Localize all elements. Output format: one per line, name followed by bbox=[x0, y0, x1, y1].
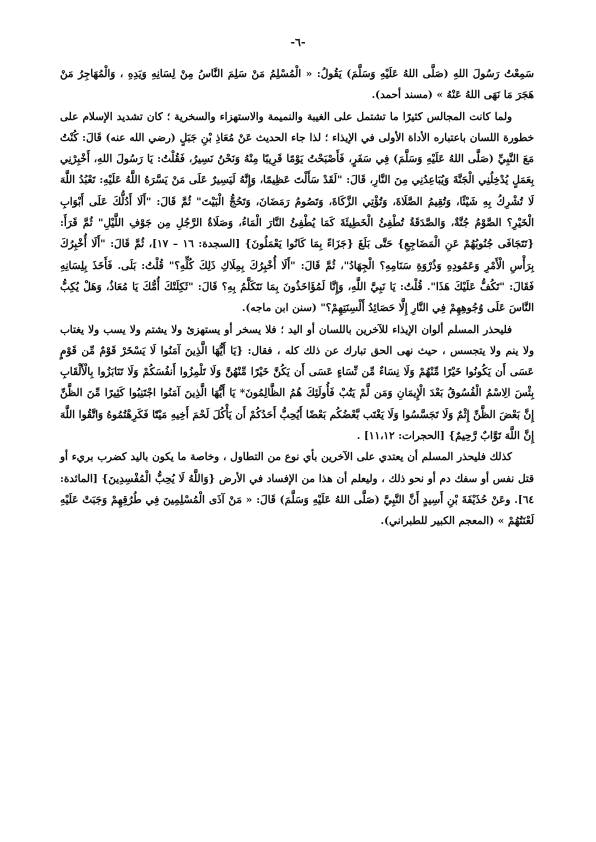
body-paragraph: فليحذر المسلم ألوان الإيذاء للآخرين باللسان أو اليد ؛ فلا يسخر أو يستهزئ ولا يشتم ولا يسب ولا يغتاب ولا ينم ولا يتجسس ، حيث نهى الحق تبارك عن ذلك كله ، فقال: {يَا أَيُّهَا الَّذِينَ آمَنُوا لَا يَسْخَرْ قَوْمٌ مِّن قَوْمٍ عَسَى أَن يَكُونُوا خَيْرًا مِّنْهُمْ وَلَا نِسَاءٌ مِّن نِّسَاءٍ عَسَى أَن يَكُنَّ خَيْرًا مِّنْهُنَّ وَلَا تَلْمِزُوا أَنفُسَكُمْ وَلَا تَنَابَزُوا بِالْأَلْقَابِ بِئْسَ الِاسْمُ الْفُسُوقُ بَعْدَ الْإِيمَانِ وَمَن لَّمْ يَتُبْ فَأُولَئِكَ هُمُ الظَّالِمُونَ* يَا أَيُّهَا الَّذِينَ آمَنُوا اجْتَنِبُوا كَثِيرًا مِّنَ الظَّنِّ إِنَّ بَعْضَ الظَّنِّ إِثْمٌ وَلَا تَجَسَّسُوا وَلَا يَغْتَب بَّعْضُكُم بَعْضًا أَيُحِبُّ أَحَدُكُمْ أَن يَأْكُلَ لَحْمَ أَخِيهِ مَيْتًا فَكَرِهْتُمُوهُ وَاتَّقُوا اللَّهَ إِنَّ اللَّهَ تَوَّابٌ رَّحِيمٌ} [الحجرات: ١١،١٢] . bbox=[60, 323, 534, 443]
hadith-paragraph: سَمِعْتُ رَسُولَ اللهِ (صَلَّى اللهُ عَلَيْهِ وَسَلَّمَ) يَقُولُ: « الْمُسْلِمُ مَنْ سَلِمَ النَّاسُ مِنْ لِسَانِهِ وَيَدِهِ ، وَالْمُهَاجِرُ مَنْ هَجَرَ مَا نَهَى اللهُ عَنْهُ » (مسند أحمد). bbox=[60, 68, 534, 102]
page-body bbox=[60, 64, 534, 533]
page-number: -٦- bbox=[290, 36, 306, 49]
body-paragraph: كذلك فليحذر المسلم أن يعتدي على الآخرين بأي نوع من التطاول ، وخاصة ما يكون باليد كضرب بريء أو قتل نفس أو سفك دم أو نحو ذلك ، وليعلم أن هذا من الإفساد في الأرض {وَاللَّهُ لَا يُحِبُّ الْمُفْسِدِينَ} [المائدة: ٦٤]. وعَنْ حُذَيْفَةَ بْنِ أَسِيدٍ أَنَّ النَّبِيَّ (صَلَّى اللهُ عَلَيْهِ وَسَلَّمَ) قَالَ: « مَنْ آذَى الْمُسْلِمِينَ فِي طُرُقِهِمْ وَجَبَتْ عَلَيْهِ لَعْنَتُهُمْ » (المعجم الكبير للطبراني). bbox=[60, 451, 534, 528]
body-paragraph: ولما كانت المجالس كثيرًا ما تشتمل على الغيبة والنميمة والاستهزاء والسخرية ؛ كان تشديد الإسلام على خطورة اللسان باعتباره الأداة الأولى في الإيذاء ؛ لذا جاء الحديث عَنْ مُعَاذِ بْنِ جَبَلٍ (رضي الله عنه) قَالَ: كُنْتُ مَعَ النَّبِيِّ (صَلَّى اللهُ عَلَيْهِ وَسَلَّمَ) فِي سَفَرٍ، فَأَصْبَحْتُ يَوْمًا قَرِيبًا مِنْهُ وَنَحْنُ نَسِيرُ، فَقُلْتُ: يَا رَسُولَ اللهِ، أَخْبِرْنِي بِعَمَلٍ يُدْخِلُنِي الْجَنَّةَ وَيُبَاعِدُنِي مِنَ النَّارِ، قَالَ: "لَقَدْ سَأَلْتَ عَظِيمًا، وَإِنَّهُ لَيَسِيرٌ عَلَى مَنْ يَسَّرَهُ اللَّهُ عَلَيْهِ: تَعْبُدُ اللَّهَ لَا تُشْرِكُ بِهِ شَيْئًا، وَتُقِيمُ الصَّلَاةَ، وَتُؤْتِي الزَّكَاةَ، وَتَصُومُ رَمَضَانَ، وَتَحُجُّ الْبَيْتَ" ثُمَّ قَالَ: "أَلَا أَدُلُّكَ عَلَى أَبْوَابِ الْخَيْرِ؟ الصَّوْمُ جُنَّةٌ، وَالصَّدَقَةُ تُطْفِئُ الْخَطِيئَةَ كَمَا يُطْفِئُ النَّارَ الْمَاءُ، وَصَلَاةُ الرَّجُلِ مِن جَوْفِ اللَّيْلِ" ثُمَّ قَرَأَ: {تَتَجَافَى جُنُوبُهُمْ عَنِ الْمَضَاجِعِ} حَتَّى بَلَغَ {جَزَاءً بِمَا كَانُوا يَعْمَلُونَ} [السجدة: ١٦ – ١٧]، ثُمَّ قَالَ: "أَلَا أُخْبِرُكَ بِرَأْسِ الْأَمْرِ وَعَمُودِهِ وَذُرْوَةِ سَنَامِهِ؟ الْجِهَادُ"، ثُمَّ قَالَ: "أَلَا أُخْبِرُكَ بِمِلَاكِ ذَلِكَ كُلِّهِ؟" قُلْتُ: بَلَى. فَأَخَذَ بِلِسَانِهِ فَقَالَ: "تَكُفُّ عَلَيْكَ هَذَا". قُلْتُ: يَا نَبِيَّ اللَّهِ، وَإِنَّا لَمُؤَاخَذُونَ بِمَا نَتَكَلَّمُ بِهِ؟ قَالَ: "ثَكِلَتْكَ أُمُّكَ يَا مُعَاذُ، وَهَلْ يُكِبُّ النَّاسَ عَلَى وُجُوهِهِمْ فِي النَّارِ إِلَّا حَصَائِدُ أَلْسِنَتِهِمْ؟" (سنن ابن ماجه). bbox=[60, 110, 535, 315]
